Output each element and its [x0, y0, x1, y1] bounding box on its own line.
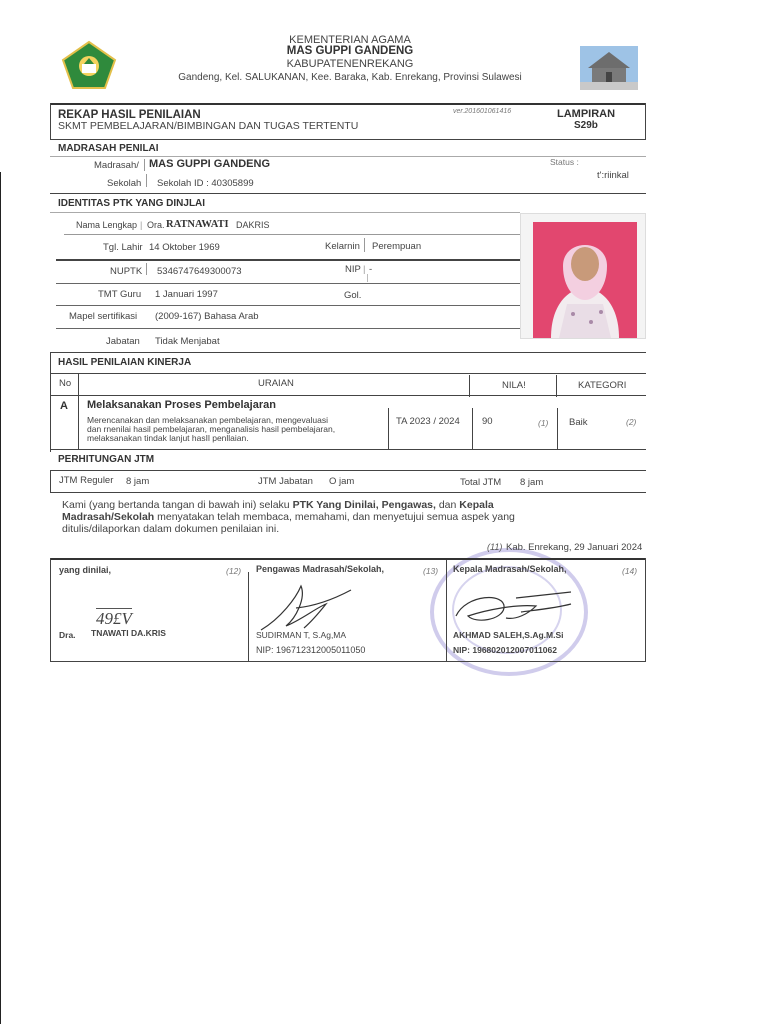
kepala-name: AKHMAD SALEH,S.Ag.M.Si: [453, 630, 564, 640]
header-regency: KABUPATENENREKANG: [286, 58, 414, 70]
row-sep-3: [472, 408, 473, 449]
nama-label: Nama Lengkap: [76, 220, 138, 230]
jtm-total-label: Total JTM: [460, 477, 502, 488]
statement-part-1: Kami (yang bertanda tangan di bawah ini) selaku: [62, 499, 293, 511]
row-note-2: (2): [626, 417, 637, 427]
jtm-jabatan-value: O jam: [329, 476, 355, 487]
jtm-reguler-value: 8 jam: [126, 476, 150, 487]
sig-sep-1: [248, 572, 249, 662]
section-kinerja: HASIL PENILAIAN KINERJA: [58, 357, 192, 368]
title-left-border: [50, 103, 51, 140]
madrasah-sep: [144, 159, 145, 171]
sekolah-sep: [146, 174, 147, 187]
header-address: Gandeng, Kel. SALUKANAN, Kee. Baraka, Kab. Enrekang, Provinsi Sulawesi: [178, 72, 522, 83]
pengawas-signature: [256, 578, 356, 638]
section-jtm: PERHITUNGAN JTM: [58, 454, 155, 465]
tmt-label: TMT Guru: [98, 289, 142, 300]
building-image: [580, 46, 638, 90]
jabatan-label: Jabatan: [106, 336, 140, 347]
nuptk-line: [56, 283, 520, 284]
sig-top-border: [50, 558, 646, 560]
ptk-photo: [520, 213, 646, 339]
section-identitas: IDENTITAS PTK YANG DINJLAI: [58, 198, 206, 209]
nama-suffix: DAKRIS: [236, 220, 270, 230]
col-no: No: [59, 378, 72, 389]
pengawas-label: Pengawas Madrasah/Sekolah,: [256, 564, 385, 574]
jtm-total-value: 8 jam: [520, 477, 544, 488]
col-sep-3: [556, 375, 557, 397]
mapel-line: [56, 328, 520, 329]
kinerja-header-top: [50, 373, 646, 374]
dinilai-label: yang dinilai,: [59, 565, 112, 575]
jtm-jabatan-label: JTM Jabatan: [258, 476, 313, 487]
pengawas-note: (13): [423, 566, 439, 576]
row-sep-4: [557, 408, 558, 449]
statement-part-3: dan: [435, 499, 460, 511]
sekolah-value: Sekolah ID : 40305899: [157, 178, 254, 189]
nuptk-sep: [146, 263, 147, 275]
statement: [62, 499, 582, 535]
jtm-bottom-border: [50, 492, 646, 493]
kelamin-sep: [364, 238, 365, 252]
date-note: (11): [487, 542, 503, 552]
nama-line: [64, 234, 520, 235]
title-lampiran: LAMPIRAN: [557, 108, 616, 120]
nip-label: NIP: [345, 264, 361, 275]
sig-right-border: [645, 558, 646, 662]
row-desc-1: Merencanakan dan melaksanakan pembelajaran, mengevaluasi: [87, 415, 328, 425]
nuptk-value: 5346747649300073: [157, 266, 242, 277]
col-kategori: KATEGORI: [578, 380, 627, 391]
dinilai-note: (12): [226, 566, 242, 576]
nama-sep: |: [140, 220, 143, 230]
kelamin-label: Kelarnin: [325, 241, 360, 252]
row-desc-3: melaksanakan tindak lanjut hasIl penllaian.: [87, 433, 249, 443]
section-madrasah: MADRASAH PENILAI: [58, 143, 159, 154]
madrasah-label: Madrasah/: [94, 160, 139, 171]
title-top-border: [50, 103, 646, 105]
mapel-label: Mapel sertifikasi: [69, 311, 138, 322]
dinilai-signature: 49£V: [96, 609, 132, 628]
status-value: t':riinkal: [597, 170, 629, 181]
kinerja-header-bottom: [50, 395, 646, 396]
dinilai-prefix: Dra.: [59, 630, 76, 640]
mapel-value: (2009-167) Bahasa Arab: [155, 311, 259, 322]
page-left-border: [0, 172, 1, 1024]
statement-part-5: Madrasah/Sekolah: [62, 511, 155, 523]
kepala-note: (14): [622, 566, 638, 576]
col-sep-1: [78, 373, 79, 395]
jtm-reguler-label: JTM Reguler: [59, 475, 114, 486]
col-nilai: NILA!: [502, 380, 526, 391]
nama-prefix: Ora.: [147, 220, 165, 230]
col-uraian: URAIAN: [258, 378, 294, 389]
sekolah-label: Sekolah: [107, 178, 142, 189]
pengawas-nip: NIP: 196712312005011050: [256, 645, 366, 655]
status-label: Status :: [550, 157, 579, 167]
jtm-divider: [50, 470, 646, 471]
madrasah-bottom-border: [50, 193, 646, 194]
statement-part-4: Kepala: [459, 499, 494, 511]
kepala-nip: NIP: 196802012007011062: [453, 645, 557, 655]
jtm-left-border: [50, 470, 51, 492]
nama-main: RATNAWATI: [166, 219, 229, 230]
title-bottom-border: [50, 139, 646, 140]
dinilai-name: TNAWATI DA.KRIS: [91, 628, 166, 638]
row-nilai: 90: [482, 416, 493, 427]
title-code: S29b: [574, 120, 598, 131]
nuptk-label: NUPTK: [110, 266, 143, 277]
tmt-value: 1 Januari 1997: [155, 289, 218, 300]
row-desc-2: dan rnenilai hasil pembelajaran, menganalisis hasil pembelajaran,: [87, 424, 336, 434]
row-title: Melaksanakan Proses Pembelajaran: [87, 399, 276, 411]
statement-part-2: PTK Yang Dinilai, Pengawas,: [292, 499, 436, 511]
jabatan-value: Tidak Menjabat: [155, 336, 220, 347]
row-sep-1: [78, 395, 79, 449]
row-note-1: (1): [538, 418, 549, 428]
pengawas-name: SUDIRMAN T, S.Ag,MA: [256, 630, 347, 640]
kinerja-bottom-border: [50, 449, 646, 450]
sig-left-border: [50, 558, 51, 662]
kepala-signature: [446, 586, 576, 630]
tmt-line: [56, 305, 520, 306]
kinerja-left-border: [50, 352, 51, 452]
statement-part-7: ditulis/dilaporkan dalam dokumen penilaian ini.: [62, 523, 280, 535]
row-sep-2: [388, 408, 389, 449]
kepala-label: Kepala Madrasah/Sekolah,: [453, 564, 567, 574]
tgl-label: Tgl. Lahir: [103, 242, 143, 253]
title-version: ver.201601061416: [453, 108, 512, 115]
title-right-border: [645, 103, 646, 140]
identitas-divider: [50, 212, 520, 213]
row-no: A: [60, 400, 68, 412]
nip-sep: |: [363, 264, 366, 275]
date-text: Kab. Enrekang, 29 Januari 2024: [506, 542, 643, 553]
madrasah-value: MAS GUPPI GANDENG: [149, 158, 271, 170]
header-ministry: KEMENTERIAN AGAMA: [289, 34, 411, 46]
ministry-logo: [60, 40, 118, 90]
kinerja-top-border: [50, 352, 646, 353]
title-sub: SKMT PEMBELAJARAN/BIMBINGAN DAN TUGAS TERTENTU: [58, 120, 359, 132]
kelamin-value: Perempuan: [372, 241, 422, 252]
row-ta: TA 2023 / 2024: [396, 416, 460, 427]
statement-part-6: menyatakan telah membaca, memahami, dan menyetujui semua aspek yang: [154, 511, 515, 523]
row-kategori: Baik: [569, 417, 588, 428]
nip-value: -: [369, 264, 373, 275]
gol-label: Gol.: [344, 290, 362, 301]
nip-tick: [367, 274, 368, 282]
tgl-line: [56, 259, 520, 261]
sig-bottom-border: [50, 661, 646, 662]
col-sep-2: [469, 375, 470, 397]
title-main: REKAP HASIL PENILAIAN: [58, 109, 201, 121]
header-school: MAS GUPPI GANDENG: [286, 45, 414, 57]
tgl-value: 14 Oktober 1969: [149, 242, 220, 253]
